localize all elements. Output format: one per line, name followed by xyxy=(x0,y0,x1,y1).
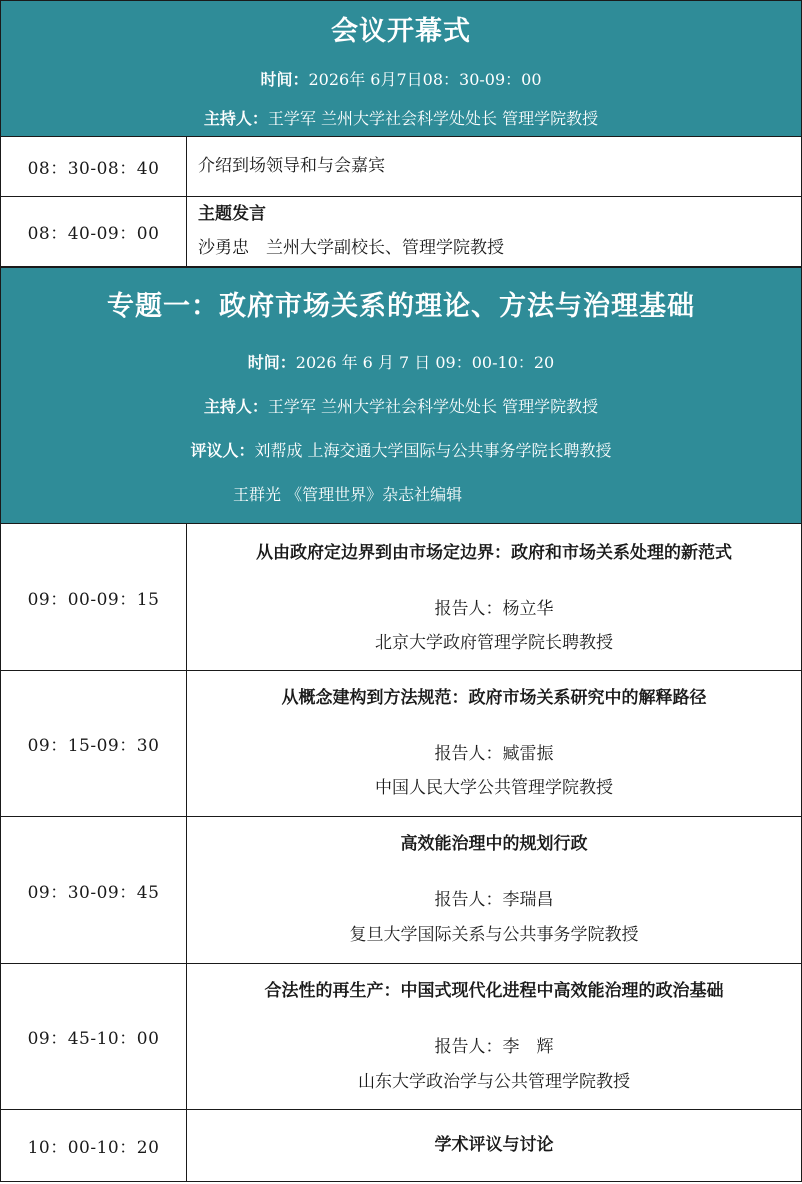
session1-header xyxy=(0,267,802,524)
reporter: 报告人：李瑞昌 xyxy=(434,890,554,910)
report-title: 合法性的再生产：中国式现代化进程中高效能治理的政治基础 xyxy=(264,981,724,1001)
row-content xyxy=(187,964,801,1109)
row-heading: 主题发言 xyxy=(198,204,266,224)
row-text: 介绍到场领导和与会嘉宾 xyxy=(198,156,385,176)
affiliation: 北京大学政府管理学院长聘教授 xyxy=(375,633,613,653)
table-row xyxy=(0,817,802,964)
opening-host xyxy=(1,106,801,129)
report-title: 从由政府定边界到由市场定边界：政府和市场关系处理的新范式 xyxy=(256,543,732,563)
session1-reviewer-label: 评议人： xyxy=(190,441,255,460)
opening-time-value: 2026年 6月7日08：30-09：00 xyxy=(308,70,542,89)
affiliation: 中国人民大学公共管理学院教授 xyxy=(375,778,613,798)
row-time: 09：30-09：45 xyxy=(1,817,187,963)
session1-time-value: 2026 年 6 月 7 日 09：00-10：20 xyxy=(295,353,555,372)
session1-title: 专题一：政府市场关系的理论、方法与治理基础 xyxy=(107,291,695,322)
session1-time xyxy=(1,350,801,373)
row-content xyxy=(187,197,801,266)
reporter: 报告人：臧雷振 xyxy=(434,744,554,764)
report-title: 学术评议与讨论 xyxy=(434,1135,554,1155)
session1-host-label: 主持人： xyxy=(203,397,268,416)
opening-host-value: 王学军 兰州大学社会科学处处长 管理学院教授 xyxy=(267,109,599,128)
table-row xyxy=(0,524,802,671)
session1-reviewer xyxy=(1,438,801,461)
opening-host-label: 主持人： xyxy=(203,109,268,128)
row-time: 10：00-10：20 xyxy=(1,1110,187,1181)
row-content xyxy=(187,524,801,670)
row-time: 09：00-09：15 xyxy=(1,524,187,670)
row-content xyxy=(187,671,801,816)
session1-reviewer2: 王群光 《管理世界》杂志社编辑 xyxy=(233,485,463,504)
table-row xyxy=(0,964,802,1110)
table-row xyxy=(0,197,802,267)
session1-host-value: 王学军 兰州大学社会科学处处长 管理学院教授 xyxy=(267,397,599,416)
session1-host xyxy=(1,394,801,417)
row-time: 09：45-10：00 xyxy=(1,964,187,1109)
table-row xyxy=(0,1110,802,1182)
reporter: 报告人：李 辉 xyxy=(434,1037,554,1057)
table-row xyxy=(0,137,802,197)
row-content xyxy=(187,137,801,196)
opening-time-label: 时间： xyxy=(260,70,309,89)
row-time: 08：30-08：40 xyxy=(1,137,187,196)
opening-time xyxy=(1,67,801,90)
affiliation: 山东大学政治学与公共管理学院教授 xyxy=(358,1072,630,1092)
row-time: 08：40-09：00 xyxy=(1,197,187,266)
opening-header xyxy=(0,0,802,137)
table-row xyxy=(0,671,802,817)
report-title: 高效能治理中的规划行政 xyxy=(400,834,588,854)
row-content xyxy=(187,1110,801,1181)
row-time: 09：15-09：30 xyxy=(1,671,187,816)
report-title: 从概念建构到方法规范：政府市场关系研究中的解释路径 xyxy=(281,688,707,708)
row-text: 沙勇忠 兰州大学副校长、管理学院教授 xyxy=(198,238,504,258)
session1-reviewer-value: 刘帮成 上海交通大学国际与公共事务学院长聘教授 xyxy=(254,441,612,460)
reporter: 报告人：杨立华 xyxy=(434,599,554,619)
session1-time-label: 时间： xyxy=(247,353,296,372)
affiliation: 复旦大学国际关系与公共事务学院教授 xyxy=(349,925,639,945)
row-content xyxy=(187,817,801,963)
opening-title: 会议开幕式 xyxy=(331,16,471,47)
